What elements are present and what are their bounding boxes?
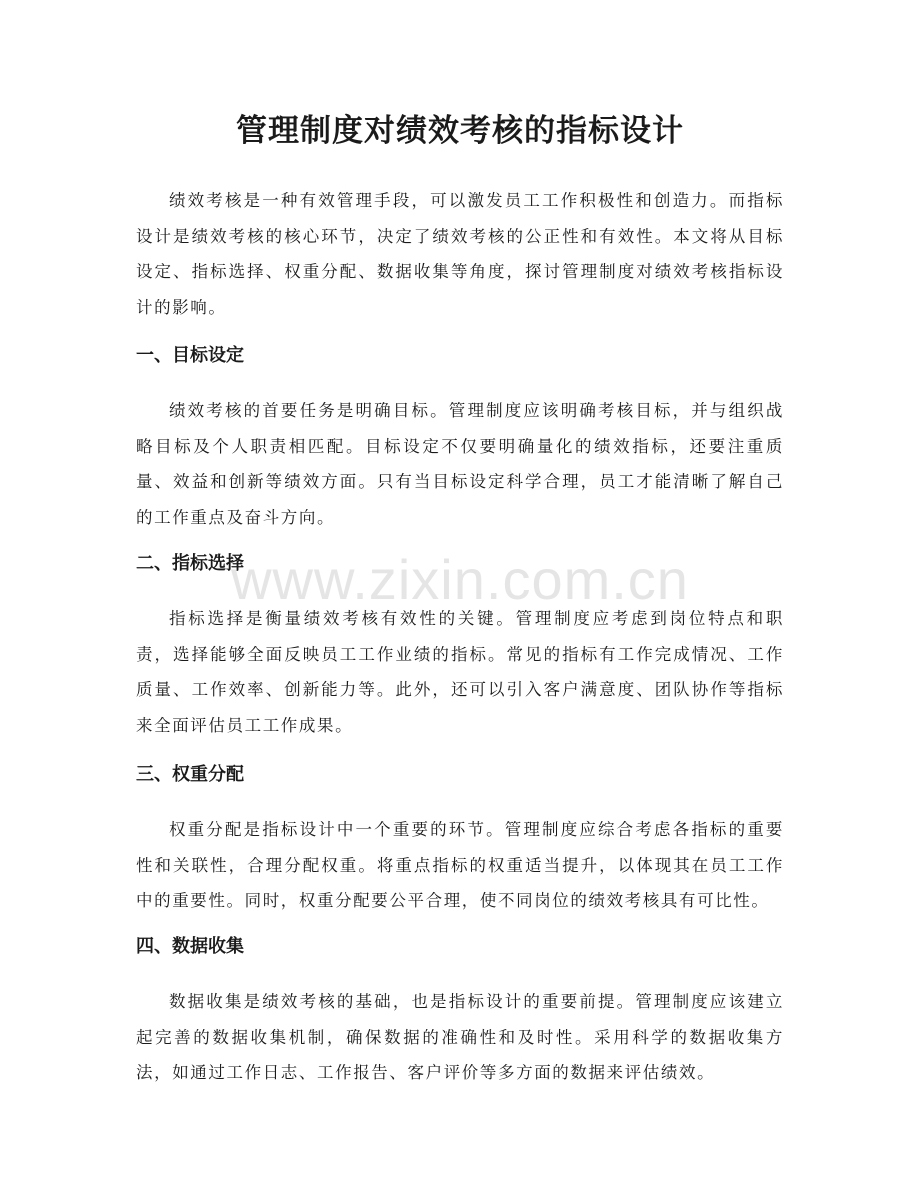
section-body-indicator-selection: 指标选择是衡量绩效考核有效性的关键。管理制度应考虑到岗位特点和职责，选择能够全面反映员工工作业绩的指标。常见的指标有工作完成情况、工作质量、工作效率、创新能力等。此外，还可以引入客户满意度、团队协作等指标来全面评估员工工作成果。 [136,609,784,735]
document-title: 管理制度对绩效考核的指标设计 [236,113,684,149]
section-body-data-collection: 数据收集是绩效考核的基础，也是指标设计的重要前提。管理制度应该建立起完善的数据收集机制，确保数据的准确性和及时性。采用科学的数据收集方法，如通过工作日志、工作报告、客户评价等多方面的数据来评估绩效。 [136,992,784,1082]
section-heading-weight-allocation: 三、权重分配 [136,764,244,785]
section-heading-data-collection: 四、数据收集 [136,936,244,957]
section-heading-goal-setting: 一、目标设定 [136,345,244,366]
section-body-weight-allocation: 权重分配是指标设计中一个重要的环节。管理制度应综合考虑各指标的重要性和关联性，合理分配权重。将重点指标的权重适当提升，以体现其在员工工作中的重要性。同时，权重分配要公平合理，使不同岗位的绩效考核具有可比性。 [136,820,784,910]
intro-paragraph: 绩效考核是一种有效管理手段，可以激发员工工作积极性和创造力。而指标设计是绩效考核的核心环节，决定了绩效考核的公正性和有效性。本文将从目标设定、指标选择、权重分配、数据收集等角度，探讨管理制度对绩效考核指标设计的影响。 [136,191,784,317]
watermark: www.zixin.com.cn [231,548,689,611]
section-heading-indicator-selection: 二、指标选择 [136,553,244,574]
section-body-goal-setting: 绩效考核的首要任务是明确目标。管理制度应该明确考核目标，并与组织战略目标及个人职责相匹配。目标设定不仅要明确量化的绩效指标，还要注重质量、效益和创新等绩效方面。只有当目标设定科学合理，员工才能清晰了解自己的工作重点及奋斗方向。 [136,401,784,527]
